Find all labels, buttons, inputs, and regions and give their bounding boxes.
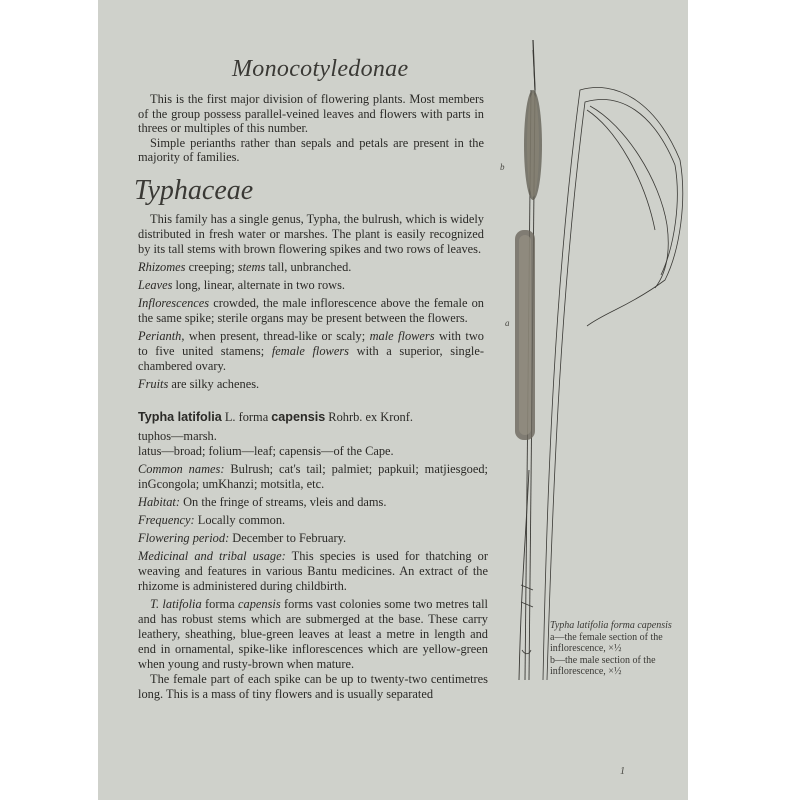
perianth-line: Perianth, when present, thread-like or scaly; male flowers with two to five united stamens; female flowers with a superior, single-chambered ovary. [138,329,485,373]
intro-paragraph: Simple perianths rather than sepals and petals are present in the majority of families. [138,135,484,165]
label-b: b [500,162,505,172]
typha-illustration [495,30,695,700]
label-a: a [505,318,510,328]
female-spike [515,230,535,440]
fruits-line: Fruits are silky achenes. [138,377,260,391]
species-section [138,410,488,702]
inflorescences-line: Inflorescences crowded, the male inflorescence above the female on the same spike; sterile organs may be present between the flowers. [138,296,484,325]
caption-title: Typha latifolia forma capensis [550,620,672,631]
page-number: 1 [620,766,625,777]
habitat: Habitat: On the fringe of streams, vleis and dams. [138,495,387,509]
male-spike [524,40,542,200]
medicinal-usage: Medicinal and tribal usage: This species is used for thatching or weaving and features in various Bantu medicines. An extract of the rhizome is administered during childbirth. [138,549,489,593]
figure-caption [550,620,684,678]
leaves-line: Leaves long, linear, alternate in two rows. [138,278,346,292]
rhizomes-line: Rhizomes creeping; stems tall, unbranched. [138,260,352,274]
intro-text [138,92,484,165]
family-intro: This family has a single genus, Typha, the bulrush, which is widely distributed in fresh water or marshes. The plant is easily recognized by its tall stems with brown flowering spikes and two rows of leaves. [138,212,484,256]
family-heading: Typhaceae [134,175,254,206]
flowering-period: Flowering period: December to February. [138,531,347,545]
caption-a: a—the female section of the inflorescence, ×½ [550,631,663,654]
stem-sheath-marks [521,585,533,654]
etymology-2: latus—broad; folium—leaf; capensis—of the Cape. [138,444,394,458]
common-names: Common names: Bulrush; cat's tail; palmiet; papkuil; matjiesgoed; inGcongola; umKhanzi; motsitla, etc. [138,462,488,491]
leaf-drawing [543,88,683,680]
frequency: Frequency: Locally common. [138,513,286,527]
caption-b: b—the male section of the inflorescence, ×½ [550,654,656,677]
description-paragraph: The female part of each spike can be up to twenty-two centimetres long. This is a mass of tiny flowers and is usually separated [138,672,488,701]
etymology-1: tuphos—marsh. [138,429,217,443]
species-name: Typha latifolia L. forma capensis Rohrb. ex Kronf. [138,410,413,424]
intro-paragraph: This is the first major division of flowering plants. Most members of the group possess parallel-veined leaves and flowers with parts in threes or multiples of this number. [138,92,484,136]
description-paragraph: T. latifolia forma capensis forms vast colonies some two metres tall and has robust stems which are submerged at the base. These carry leathery, sheathing, blue-green leaves at least a metre in length and end in ornamental, spike-like inflorescences which are yellow-green when young and rusty-brown when mature. [138,597,488,671]
division-heading: Monocotyledonae [232,56,409,82]
family-description [138,212,484,392]
